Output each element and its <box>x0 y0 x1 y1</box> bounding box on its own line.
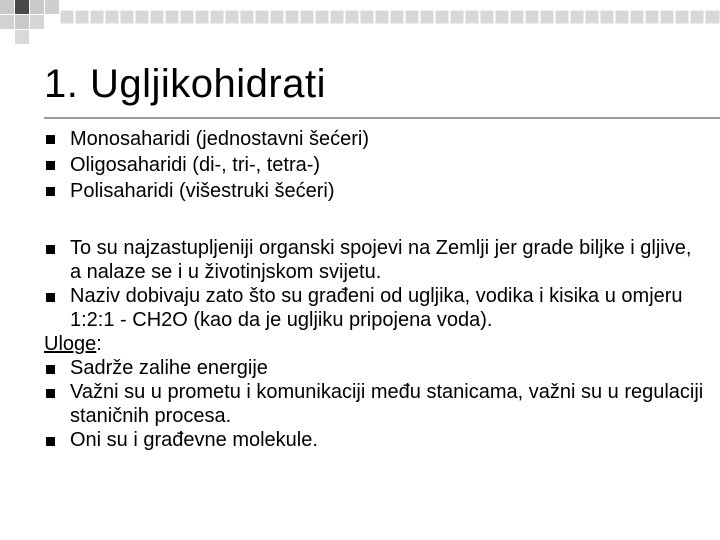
carbohydrate-types-list <box>44 126 704 204</box>
list-item <box>44 356 704 380</box>
list-item <box>44 284 704 332</box>
list-item <box>44 152 704 178</box>
list-item <box>44 236 704 284</box>
description-list <box>44 236 704 452</box>
square-bullet-icon <box>46 365 55 374</box>
square-bullet-icon <box>46 161 55 170</box>
slide-title: 1. Ugljikohidrati <box>44 62 326 106</box>
list-item <box>44 380 704 428</box>
list-item-text: Naziv dobivaju zato što su građeni od ugljika, vodika i kisika u omjeru 1:2:1 - CH2O (kao da je ugljiku pripojena voda). <box>70 285 683 331</box>
list-item-text: To su najzastupljeniji organski spojevi na Zemlji jer grade biljke i gljive, a nalaze se i u životinjskom svijetu. <box>70 237 692 283</box>
uloge-colon: : <box>96 333 102 355</box>
square-bullet-icon <box>46 389 55 398</box>
decorative-squares <box>0 0 720 50</box>
title-divider <box>44 117 720 119</box>
square-bullet-icon <box>46 293 55 302</box>
list-item <box>44 126 704 152</box>
list-item <box>44 178 704 204</box>
list-item-text: Polisaharidi (višestruki šećeri) <box>70 180 335 202</box>
list-item-text: Važni su u prometu i komunikaciji među stanicama, važni su u regulaciji staničnih procesa. <box>70 381 704 427</box>
square-bullet-icon <box>46 437 55 446</box>
uloge-heading <box>44 332 704 356</box>
list-item <box>44 428 704 452</box>
uloge-label: Uloge <box>44 333 97 355</box>
square-bullet-icon <box>46 245 55 254</box>
square-bullet-icon <box>46 187 55 196</box>
square-bullet-icon <box>46 135 55 144</box>
list-item-text: Monosaharidi (jednostavni šećeri) <box>70 128 370 150</box>
list-item-text: Oligosaharidi (di-, tri-, tetra-) <box>70 154 321 176</box>
list-item-text: Oni su i građevne molekule. <box>70 429 318 451</box>
list-item-text: Sadrže zalihe energije <box>70 357 268 379</box>
